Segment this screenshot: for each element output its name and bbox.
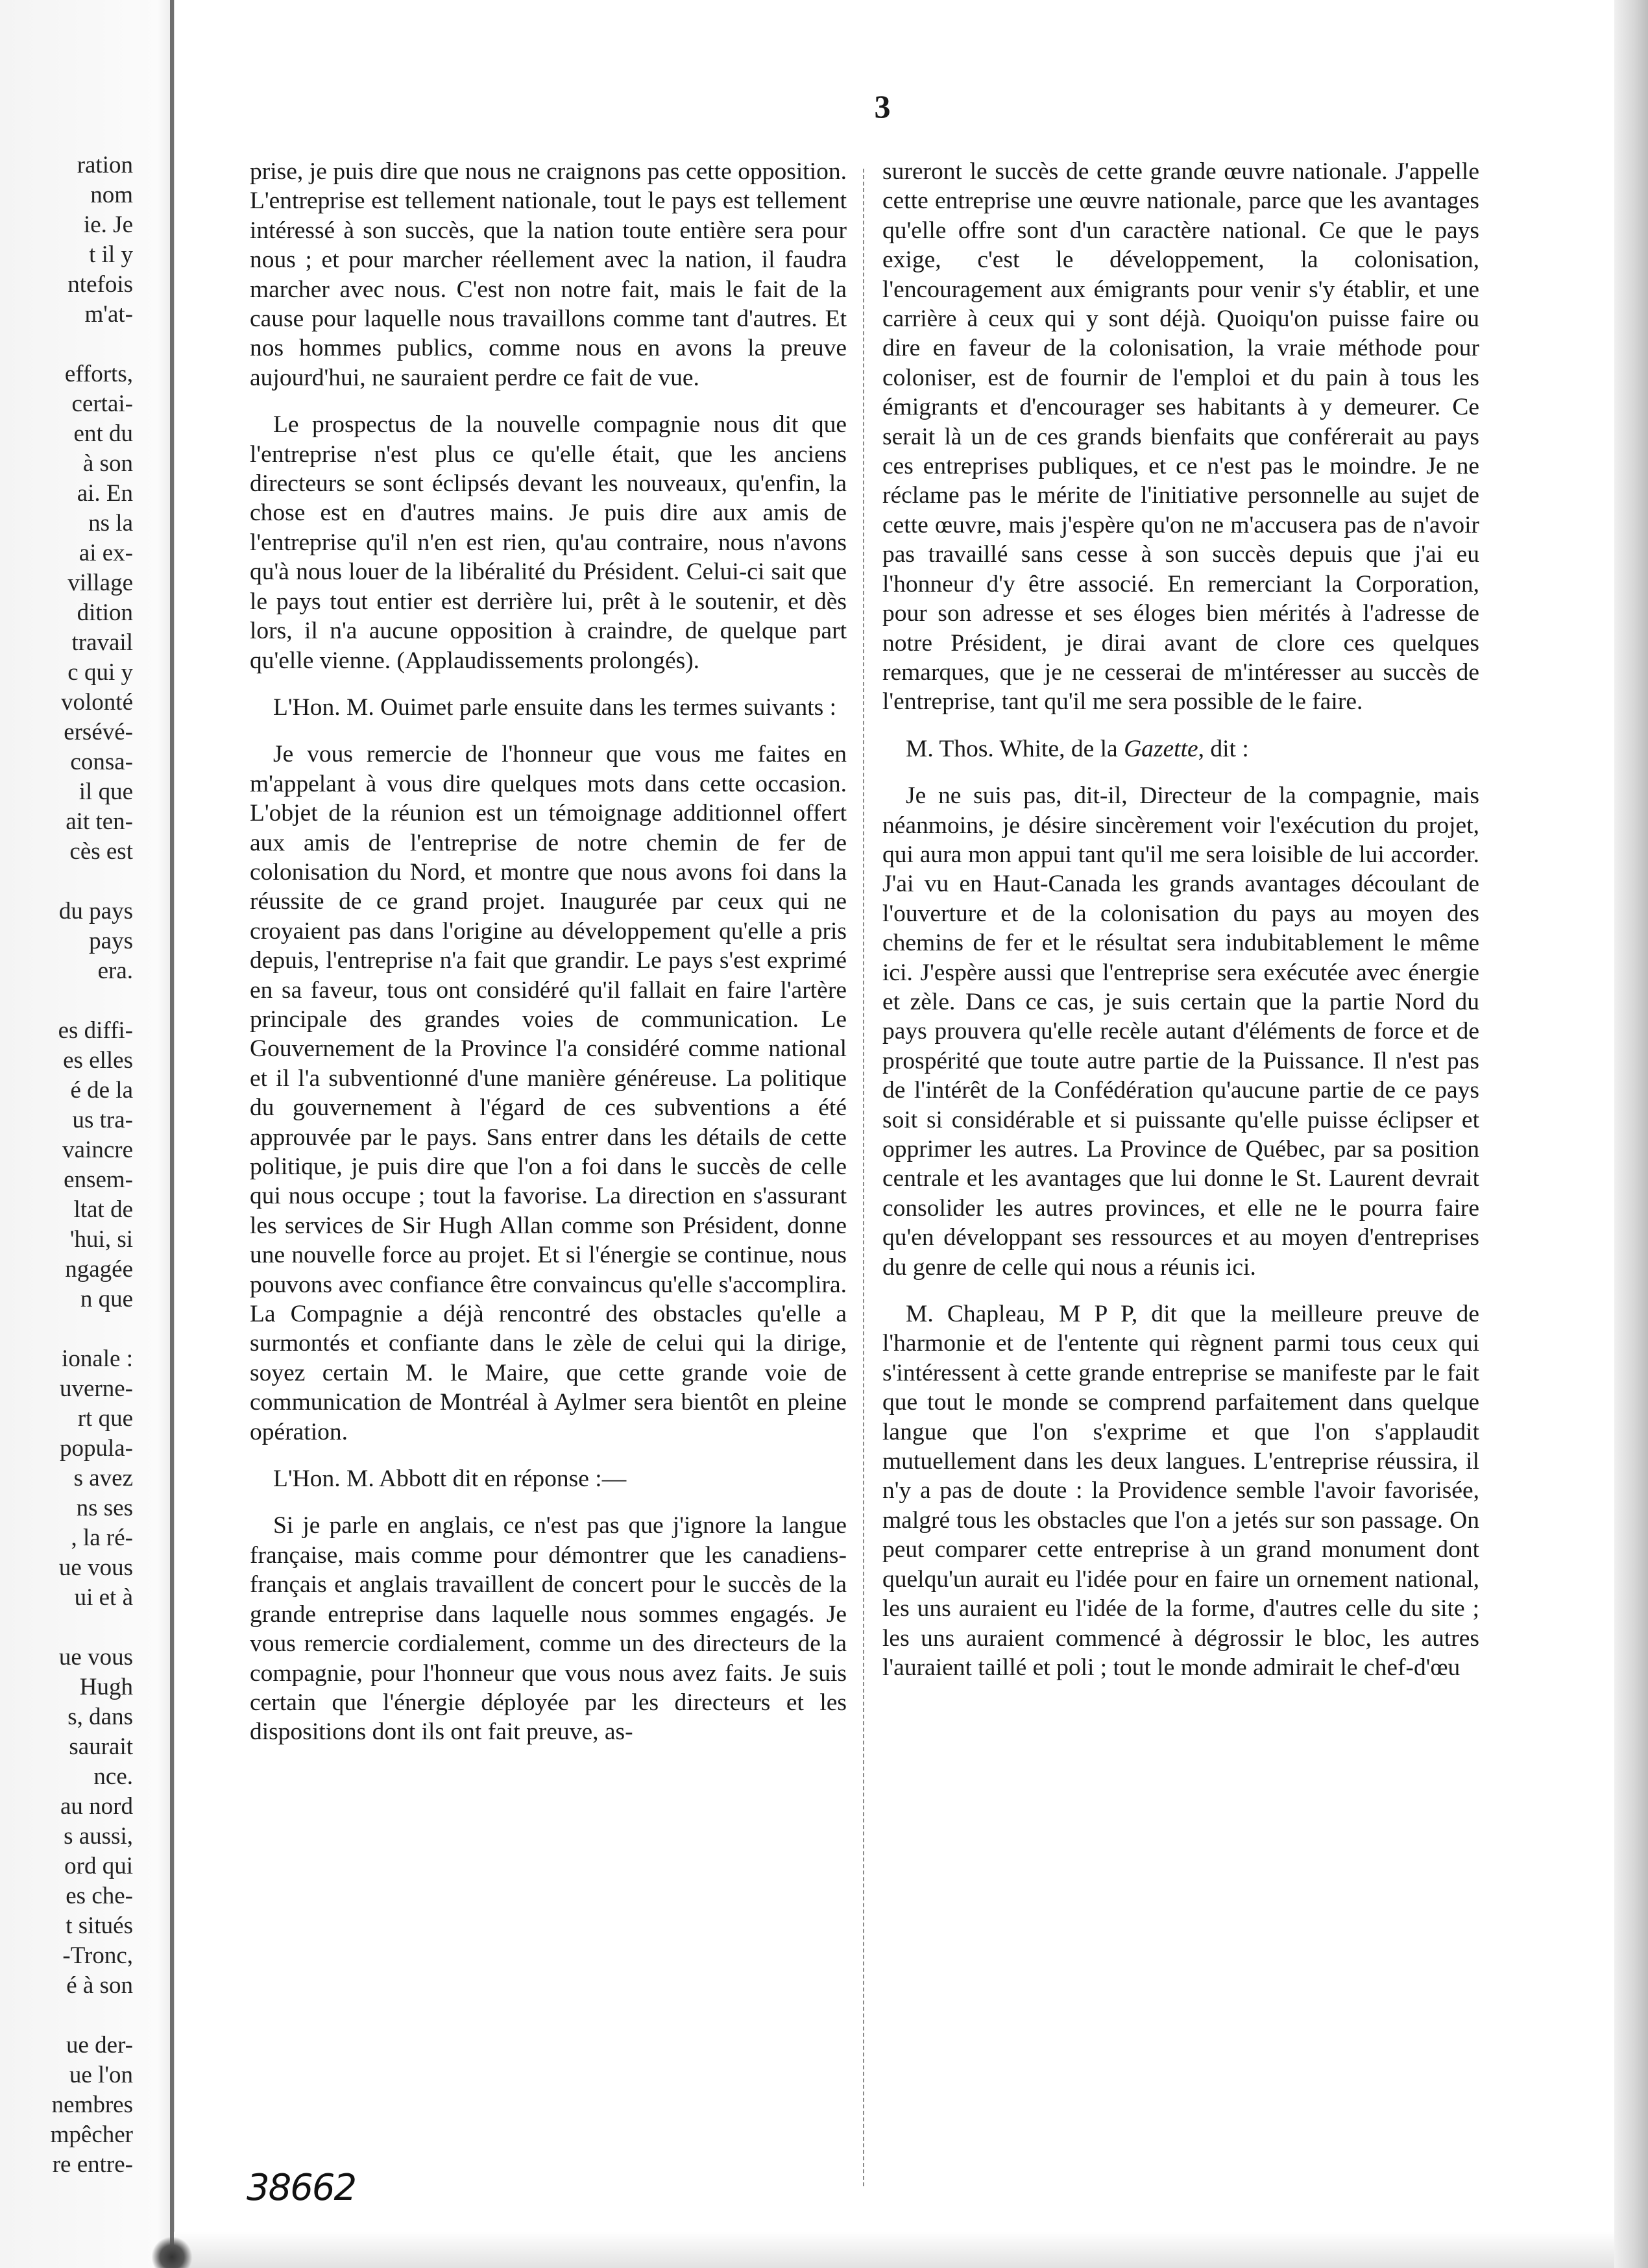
fragment-line: -Tronc, <box>62 1942 133 1969</box>
fragment-line: s aussi, <box>64 1823 133 1850</box>
paragraph: L'Hon. M. Ouimet parle ensuite dans les termes suivants : <box>273 694 837 721</box>
fragment-line: travail <box>71 629 133 656</box>
fragment-line: ie. Je <box>83 211 133 238</box>
fragment-line: ai ex- <box>79 540 133 566</box>
fragment-line: ration <box>77 152 133 178</box>
fragment-line: il que <box>79 778 133 805</box>
page-binding-line <box>170 0 174 2268</box>
fragment-line: ue der- <box>66 2032 133 2058</box>
fragment-line: re entre- <box>52 2151 133 2178</box>
fragment-line: c qui y <box>67 659 133 686</box>
fragment-line: uverne- <box>60 1375 133 1402</box>
paragraph: sureront le succès de cette grande œuvre nationale. J'appelle cette entreprise une œuvre nationale, parce que les avantages qu'elle offre sont d'un caractère national. Ce que le pays exige, c'est le développement, la colonisation, l'encouragement aux émigrants pour venir s'y établir, et une carrière à ceux qui y sont déjà. Quoiqu'on puisse faire ou dire en faveur de la colonisation, la vraie méthode pour coloniser, est de fournir de l'emploi et du pain à tous les émigrants et d'encourager ses habitants à y demeurer. Ce serait là un de ces grands bienfaits que conférerait au pays ces entreprises publiques, et ce n'est pas le moindre. Je ne réclame pas le mérite de l'initiative personnelle au sujet de cette œuvre, mais j'espère qu'on ne m'accusera pas de n'avoir pas travaillé sans cesse à son succès depuis que j'ai eu l'honneur d'y être associé. En remerciant la Corporation, pour son adresse et ses éloges bien mérités à l'adresse de notre Président, je dirai avant de clore ces quelques remarques, que je ne cesserai de m'intéresser au succès de l'entreprise, tant qu'il me sera possible de le faire. <box>882 158 1479 716</box>
fragment-line: ns ses <box>76 1495 133 1521</box>
right-column <box>882 157 1479 1700</box>
fragment-line: ord qui <box>64 1853 133 1879</box>
fragment-line: ait ten- <box>66 808 133 835</box>
fragment-gap <box>0 330 133 359</box>
left-column <box>250 157 847 1765</box>
fragment-line: ent du <box>73 420 133 447</box>
fragment-line: ue vous <box>58 1554 133 1581</box>
column-divider <box>863 169 864 2186</box>
fragment-line: nce. <box>93 1763 133 1790</box>
fragment-line: ngagée <box>65 1256 133 1283</box>
page-number: 3 <box>874 88 891 125</box>
fragment-line: t situés <box>66 1912 133 1939</box>
fragment-gap <box>0 1613 133 1643</box>
catalog-stamp: 38662 <box>247 2167 356 2209</box>
fragment-line: cès est <box>69 838 133 865</box>
fragment-line: ensem- <box>64 1166 133 1193</box>
paragraph: Le prospectus de la nouvelle compagnie nous dit que l'entreprise n'est plus ce qu'elle était, que les anciens directeurs se sont éclipsés devant les nouveaux, qu'enfin, la chose est en d'autres mains. Je puis dire aux amis de l'entreprise qu'il n'en est rien, qu'au contraire, nous n'avons qu'à nous louer de la libéralité du Président. Celui-ci sait que le pays tout entier est derrière lui, prêt à le soutenir, et dès lors, il n'a aucune opposition à craindre, de quelque part qu'elle vienne. (Applaudissements prolongés). <box>250 411 847 674</box>
paragraph: Je ne suis pas, dit-il, Directeur de la compagnie, mais néanmoins, je désire sincèrement voir l'exécution du projet, qui aura mon appui tant qu'il me sera loisible de lui accorder. J'ai vu en Haut-Canada les grands avantages découlant de l'ouverture et de la colonisation du pays au moyen des chemins de fer et le résultat sera indubitablement le même ici. J'espère aussi que l'entreprise sera exécutée avec énergie et zèle. Dans ce cas, je suis certain que la partie Nord du pays prouvera qu'elle recèle autant d'éléments de force et de prospérité que toute autre partie de la Puissance. Il n'est pas de l'intérêt de la Confédération qu'aucune partie de ce pays soit si considérable et si puissante qu'elle puisse éclipser et opprimer les autres. La Province de Québec, par sa position centrale et les avantages que lui donne le St. Laurent devrait consolider les autres provinces, et elle ne le pourra faire qu'en développant ses ressources et au moyen d'entreprises du genre de celle qui nous a réunis ici. <box>882 782 1479 1281</box>
paragraph: prise, je puis dire que nous ne craignons pas cette opposition. L'entreprise est tellement nationale, tout le pays est tellement intéressé à son succès, que la nation toute entière sera pour nous ; et pour marcher réellement avec la nation, il faudra marcher avec nous. C'est non notre fait, mais le fait de la cause pour laquelle nous travaillons comme tant d'autres. Et nos hommes publics, comme nous en avons la preuve aujourd'hui, ne sauraient perdre ce fait de vue. <box>250 158 847 391</box>
fragment-line: é de la <box>70 1077 133 1104</box>
previous-page-fragment <box>0 151 133 2178</box>
fragment-line: 'hui, si <box>69 1226 133 1253</box>
paragraph: Je vous remercie de l'honneur que vous me faites en m'appelant à vous dire quelques mots dans cette occasion. L'objet de la réunion est un témoignage additionnel offert aux amis de l'entreprise de notre chemin de fer de colonisation du Nord, et montre que nous avons foi dans la réussite de ce grand projet. Inaugurée par ceux qui ne croyaient pas dans l'origine au développement qu'elle a pris depuis, l'entreprise n'a fait que grandir. Le pays s'est exprimé en sa faveur, tous ont considéré qu'il fallait en faire l'artère principale des grandes voies de communication. Le Gouvernement de la Province l'a considéré comme national et il l'a subventionné d'une manière généreuse. La politique du gouvernement à l'égard de ces subventions a été approuvée par le pays. Sans entrer dans les détails de cette politique, je puis dire que l'on a foi dans le succès de celle qui nous occupe ; tout la favorise. La direction en s'assurant les services de Sir Hugh Allan comme son Président, donne une nouvelle force au projet. Et si l'énergie se continue, nous pouvons avec confiance être convaincus qu'elle s'accomplira. La Compagnie a déjà rencontré des obstacles qu'elle a surmontés et confiante dans le zèle de celui qui la dirige, soyez certain M. le Maire, que cette grande voie de communication de Montréal à Aylmer sera bientôt en pleine opération. <box>250 741 847 1445</box>
fragment-line: ersévé- <box>64 719 133 745</box>
fragment-line: ue l'on <box>69 2062 133 2088</box>
fragment-line: consa- <box>70 749 133 775</box>
fragment-line: s, dans <box>67 1704 133 1730</box>
corner-mark <box>149 2232 195 2268</box>
fragment-line: ns la <box>88 510 133 537</box>
paragraph: M. Thos. White, de la Gazette, dit : <box>906 735 1249 762</box>
fragment-line: vaincre <box>62 1137 133 1163</box>
fragment-line: pays <box>89 928 133 954</box>
fragment-line: à son <box>82 450 133 477</box>
fragment-line: s avez <box>73 1465 133 1491</box>
fragment-line: dition <box>77 599 133 626</box>
fragment-line: es diffi- <box>58 1017 133 1044</box>
fragment-line: , la ré- <box>71 1525 133 1551</box>
fragment-line: saurait <box>69 1733 133 1760</box>
paragraph: Si je parle en anglais, ce n'est pas que j'ignore la langue française, mais comme pour démontrer que les canadiens-français et anglais travaillent de concert pour le succès de la grande entreprise dans laquelle nous sommes engagés. Je vous remercie cordialement, comme un des directeurs de la compagnie, pour l'honneur que vous nous avez faits. Je suis certain que l'énergie déployée par les directeurs et les dispositions dont ils ont fait preuve, as- <box>250 1512 847 1746</box>
paragraph: M. Chapleau, M P P, dit que la meilleure preuve de l'harmonie et de l'entente qui règnent parmi tous ceux qui s'intéressent à cette grande entreprise se manifeste par le fait que tout le monde se comprend parfaitement dans quelque langue que l'on s'exprime et que l'on s'applaudit mutuellement dans les deux langues. L'entreprise réussira, il n'y a pas de doute : la Providence semble l'avoir favorisée, malgré tous les obstacles que l'on a jetés sur son passage. On peut comparer cette entreprise à un grand monument dont quelqu'un aurait eu l'idée pour en faire un ornement national, les uns auraient eu l'idée de la forme, d'autres celle du site ; les uns auraient commencé à dégrossir le bloc, les autres l'auraient taillé et poli ; tout le monde admirait le chef-d'œu <box>882 1301 1479 1681</box>
fragment-line: nembres <box>51 2092 133 2118</box>
fragment-line: volonté <box>61 689 133 716</box>
fragment-line: ui et à <box>74 1584 133 1611</box>
paragraph: L'Hon. M. Abbott dit en réponse :— <box>273 1466 627 1493</box>
fragment-line: ai. En <box>77 480 133 507</box>
fragment-line: m'at- <box>84 301 133 328</box>
fragment-line: era. <box>97 958 133 984</box>
fragment-line: au nord <box>60 1793 133 1820</box>
fragment-line: t il y <box>89 241 133 268</box>
newspaper-name: Gazette <box>1124 735 1198 762</box>
fragment-line: popula- <box>59 1435 133 1462</box>
fragment-gap <box>0 867 133 897</box>
fragment-gap <box>0 2001 133 2031</box>
fragment-line: es elles <box>63 1047 133 1074</box>
page-right-edge <box>1614 0 1648 2268</box>
fragment-line: é à son <box>66 1972 133 1999</box>
fragment-line: ionale : <box>62 1345 133 1372</box>
fragment-line: du pays <box>58 898 133 924</box>
fragment-line: us tra- <box>72 1107 133 1133</box>
bottom-shade <box>174 2232 1614 2268</box>
fragment-line: ltat de <box>73 1196 133 1223</box>
fragment-line: es che- <box>66 1883 133 1909</box>
fragment-line: efforts, <box>64 361 133 387</box>
fragment-line: ue vous <box>58 1644 133 1671</box>
fragment-gap <box>0 1314 133 1344</box>
fragment-line: mpêcher <box>50 2121 133 2148</box>
fragment-line: village <box>67 570 133 596</box>
fragment-line: ntefois <box>67 271 133 298</box>
fragment-line: certai- <box>71 391 133 417</box>
fragment-line: n que <box>80 1286 133 1312</box>
fragment-line: rt que <box>77 1405 133 1432</box>
fragment-line: Hugh <box>79 1674 133 1700</box>
fragment-gap <box>0 986 133 1016</box>
fragment-line: nom <box>90 182 133 208</box>
